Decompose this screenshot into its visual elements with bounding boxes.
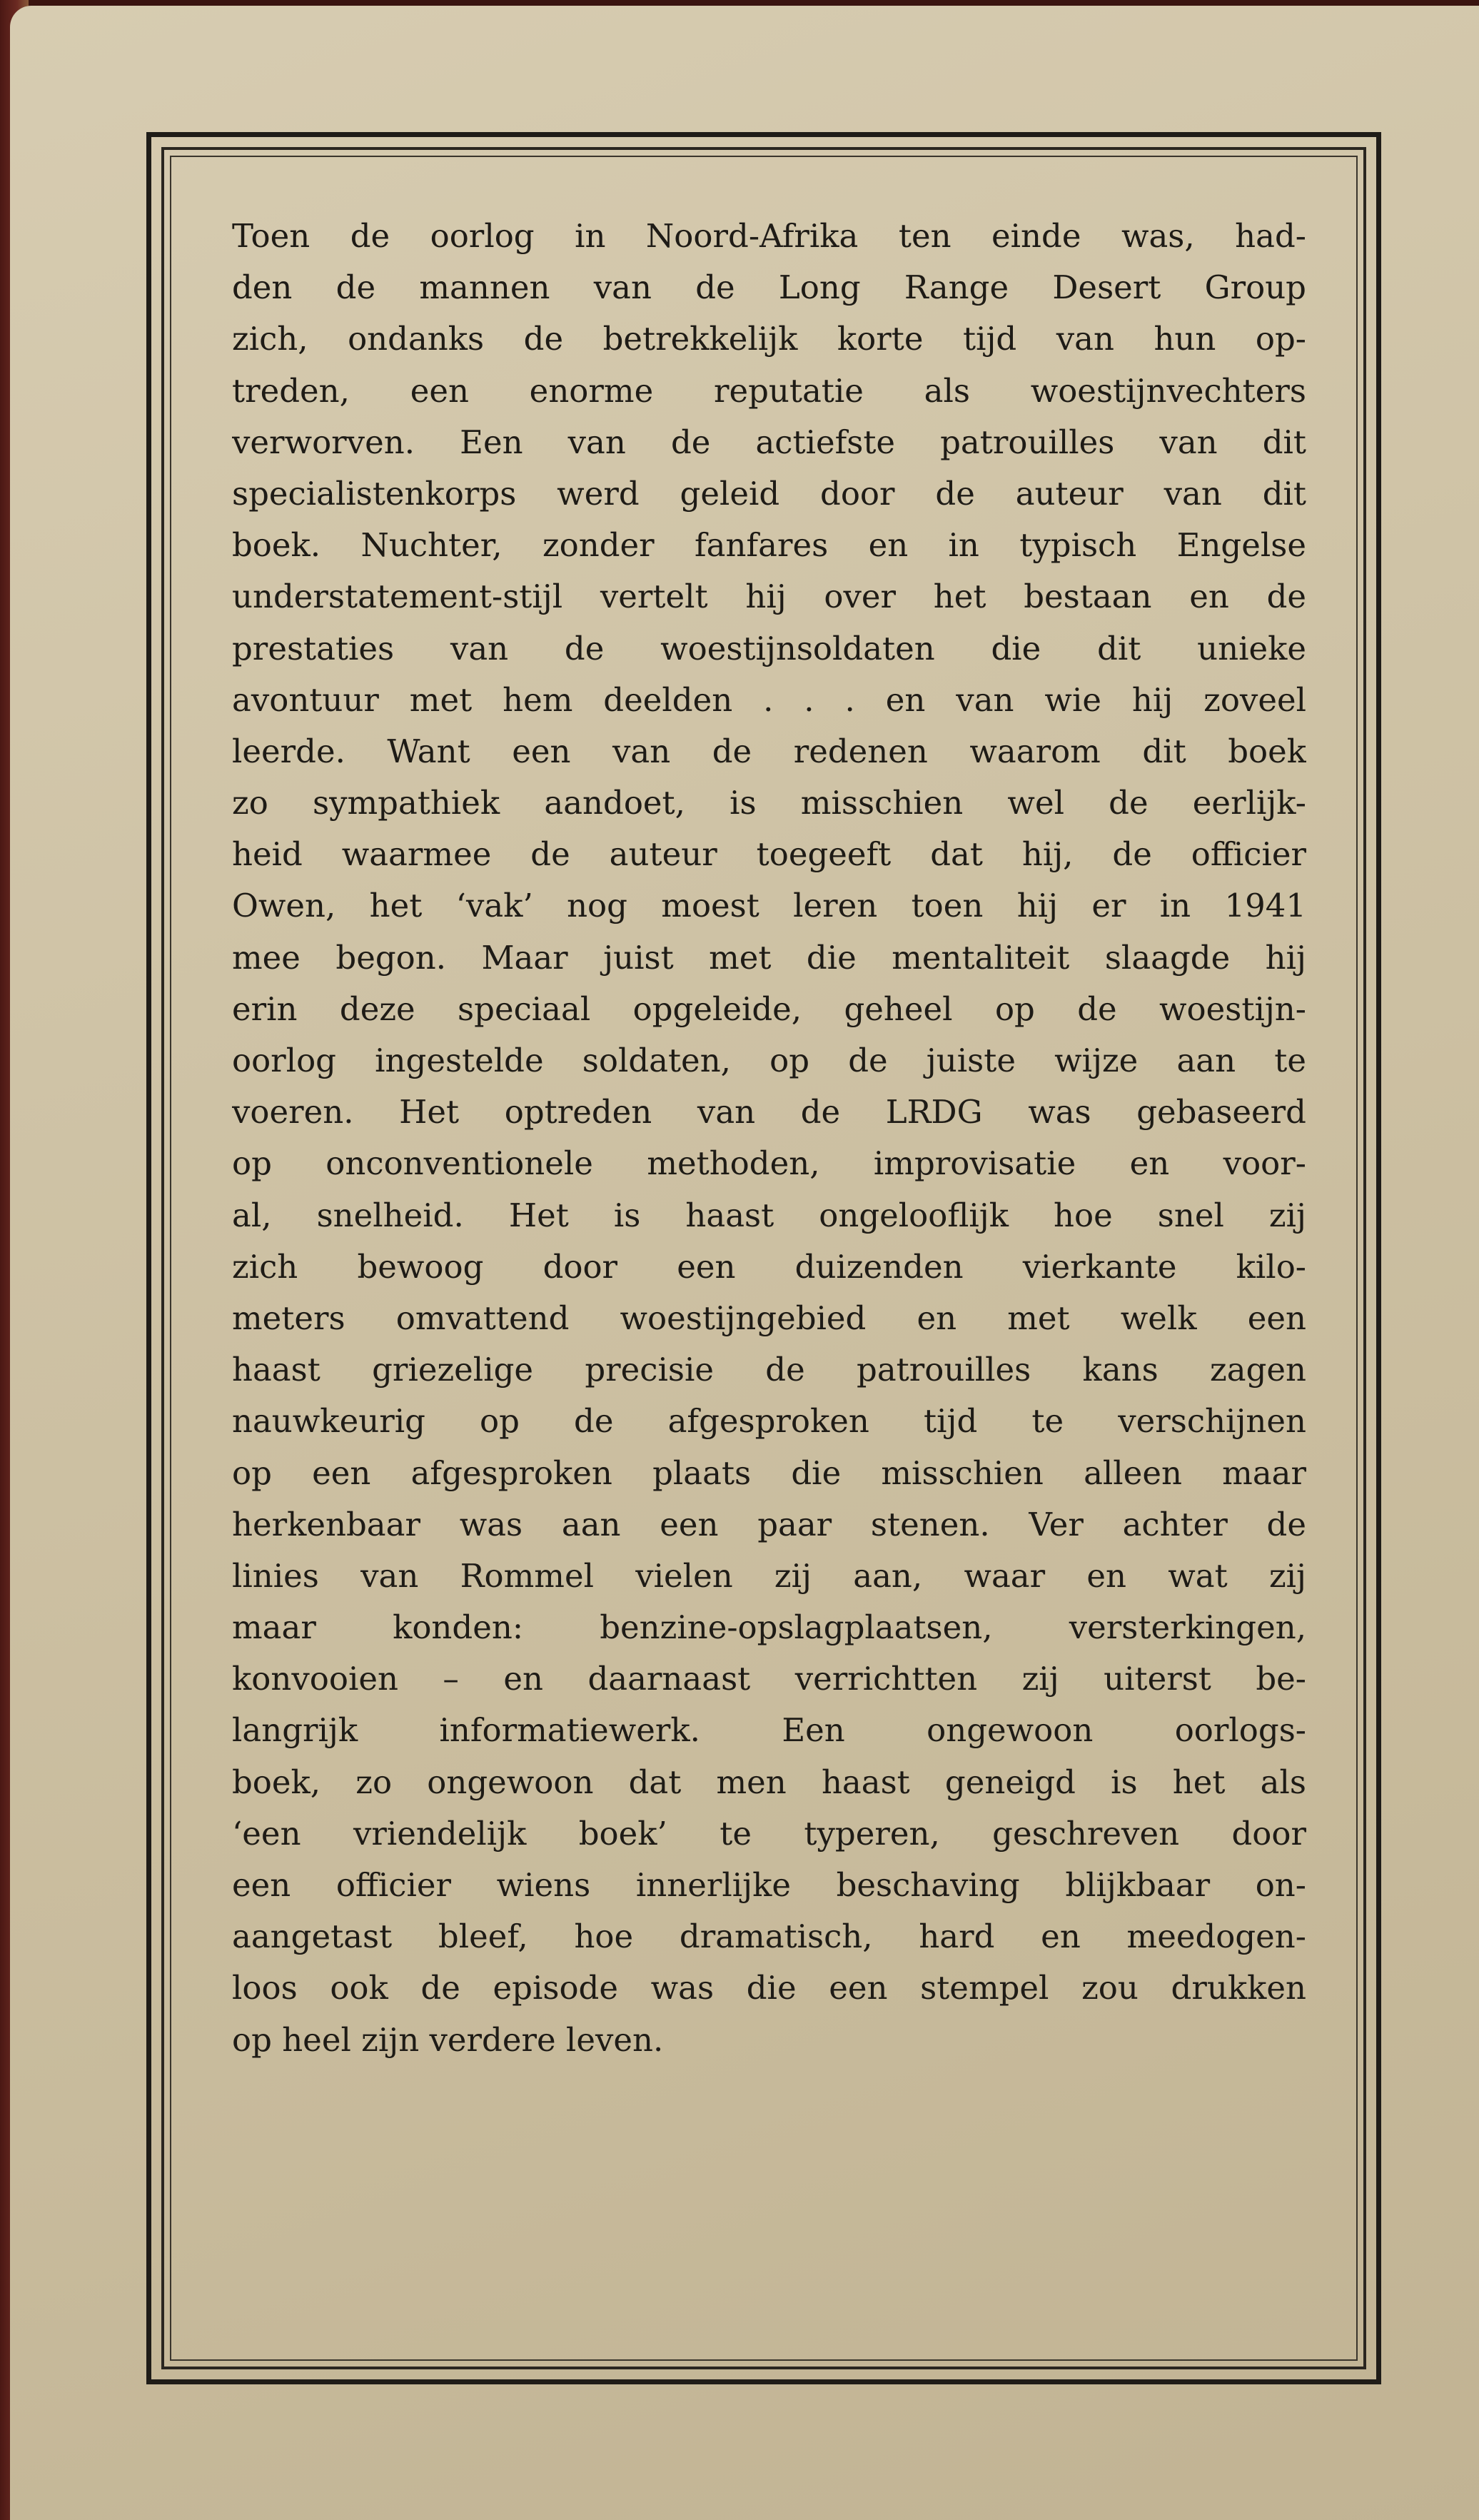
blurb-line: boek, zo ongewoon dat men haast geneigd is het als	[232, 1763, 1306, 1801]
blurb-line: ‘een vriendelijk boek’ te typeren, geschreven door	[232, 1814, 1306, 1853]
blurb-line: prestaties van de woestijnsoldaten die dit unieke	[232, 629, 1306, 667]
blurb-line: op onconventionele methoden, improvisatie en voor-	[232, 1144, 1306, 1183]
blurb-line: avontuur met hem deelden . . . en van wie hij zoveel	[232, 680, 1306, 719]
blurb-line: understatement-stijl vertelt hij over het bestaan en de	[232, 578, 1306, 616]
blurb-text	[232, 211, 1306, 2066]
blurb-line: loos ook de episode was die een stempel zou drukken	[232, 1969, 1306, 2007]
blurb-line: zich bewoog door een duizenden vierkante kilo-	[232, 1247, 1306, 1286]
blurb-line: boek. Nuchter, zonder fanfares en in typisch Engelse	[232, 526, 1306, 565]
blurb-line: Owen, het ‘vak’ nog moest leren toen hij er in 1941	[232, 887, 1306, 925]
blurb-line: oorlog ingestelde soldaten, op de juiste wijze aan te	[232, 1042, 1306, 1079]
blurb-line: zo sympathiek aandoet, is misschien wel de eerlijk-	[232, 784, 1306, 822]
blurb-line: haast griezelige precisie de patrouilles kans zagen	[232, 1351, 1306, 1389]
blurb-line: aangetast bleef, hoe dramatisch, hard en meedogen-	[232, 1917, 1306, 1956]
blurb-line: meters omvattend woestijngebied en met welk een	[232, 1299, 1306, 1337]
blurb-line: maar konden: benzine-opslagplaatsen, versterkingen,	[232, 1608, 1306, 1647]
blurb-line: op heel zijn verdere leven.	[232, 2020, 664, 2059]
blurb-line: linies van Rommel vielen zij aan, waar en wat zij	[232, 1556, 1306, 1595]
blurb-line: verworven. Een van de actiefste patrouilles van dit	[232, 423, 1306, 461]
blurb-line: konvooien – en daarnaast verrichtten zij uiterst be-	[232, 1660, 1306, 1698]
blurb-line: leerde. Want een van de redenen waarom dit boek	[232, 732, 1306, 770]
blurb-line: specialistenkorps werd geleid door de auteur van dit	[232, 474, 1306, 513]
blurb-line: een officier wiens innerlijke beschaving blijkbaar on-	[232, 1866, 1306, 1904]
blurb-line: herkenbaar was aan een paar stenen. Ver achter de	[232, 1505, 1306, 1543]
blurb-line: voeren. Het optreden van de LRDG was gebaseerd	[232, 1093, 1306, 1132]
blurb-line: treden, een enorme reputatie als woestijnvechters	[232, 371, 1306, 410]
blurb-line: mee begon. Maar juist met die mentaliteit slaagde hij	[232, 938, 1306, 977]
blurb-line: nauwkeurig op de afgesproken tijd te verschijnen	[232, 1402, 1306, 1441]
blurb-line: erin deze speciaal opgeleide, geheel op de woestijn-	[232, 989, 1306, 1028]
blurb-line: langrijk informatiewerk. Een ongewoon oorlogs-	[232, 1711, 1306, 1750]
blurb-line: al, snelheid. Het is haast ongelooflijk hoe snel zij	[232, 1196, 1306, 1234]
blurb-line: zich, ondanks de betrekkelijk korte tijd van hun op-	[232, 320, 1306, 358]
blurb-line: Toen de oorlog in Noord-Afrika ten einde was, had-	[232, 217, 1306, 255]
blurb-line: op een afgesproken plaats die misschien alleen maar	[232, 1453, 1306, 1492]
blurb-line: den de mannen van de Long Range Desert Group	[232, 268, 1306, 307]
blurb-line: heid waarmee de auteur toegeeft dat hij, de officier	[232, 835, 1306, 874]
